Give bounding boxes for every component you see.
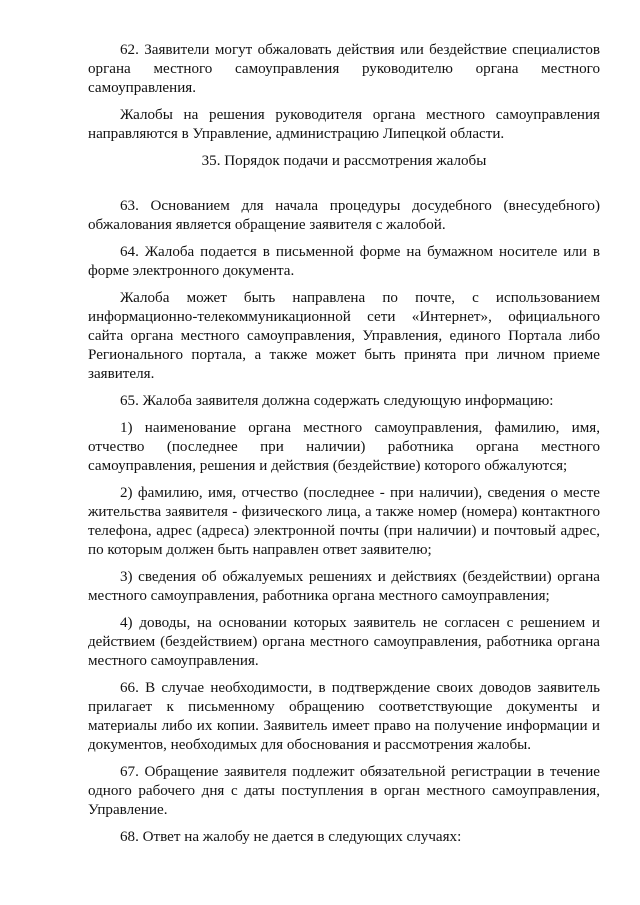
paragraph-62: 62. Заявители могут обжаловать действия или бездействие специалистов органа местного самоуправления руководителю органа местного самоуправления. — [88, 42, 600, 96]
paragraph-67: 67. Обращение заявителя подлежит обязательной регистрации в течение одного рабочего дня с даты поступления в орган местного самоуправления, Управление. — [88, 764, 600, 818]
paragraph-65-item-4: 4) доводы, на основании которых заявитель не согласен с решением и действием (бездействием) органа местного самоуправления, работника органа местного самоуправления. — [88, 615, 600, 669]
document-body — [88, 41, 600, 855]
paragraph-65-item-2: 2) фамилию, имя, отчество (последнее - при наличии), сведения о месте жительства заявителя - физического лица, а также номер (номера) контактного телефона, адрес (адреса) электронной почты (при наличии) и почтовый адрес, по которым должен быть направлен ответ заявителю; — [88, 485, 600, 558]
paragraph-62-complaints-to-department: Жалобы на решения руководителя органа местного самоуправления направляются в Управление, администрацию Липецкой области. — [88, 107, 600, 142]
paragraph-65-item-3: 3) сведения об обжалуемых решениях и действиях (бездействии) органа местного самоуправления, работника органа местного самоуправления; — [88, 569, 600, 604]
paragraph-65-item-1: 1) наименование органа местного самоуправления, фамилию, имя, отчество (последнее при наличии) работника органа местного самоуправления, решения и действия (бездействие) которого обжалуются; — [88, 420, 600, 474]
paragraph-65: 65. Жалоба заявителя должна содержать следующую информацию: — [120, 393, 554, 409]
section-heading-35: 35. Порядок подачи и рассмотрения жалобы — [201, 153, 487, 169]
paragraph-64-submission-channels: Жалоба может быть направлена по почте, с использованием информационно-телекоммуникационной сети «Интернет», официального сайта органа местного самоуправления, Управления, единого Портала либо Регионального портала, а также может быть принята при личном приеме заявителя. — [88, 290, 600, 382]
paragraph-68: 68. Ответ на жалобу не дается в следующих случаях: — [120, 829, 462, 845]
paragraph-63: 63. Основанием для начала процедуры досудебного (внесудебного) обжалования является обращение заявителя с жалобой. — [88, 198, 600, 233]
paragraph-66: 66. В случае необходимости, в подтверждение своих доводов заявитель прилагает к письменному обращению соответствующие документы и материалы либо их копии. Заявитель имеет право на получение информации и документов, необходимых для обоснования и рассмотрения жалобы. — [88, 680, 600, 753]
paragraph-64: 64. Жалоба подается в письменной форме на бумажном носителе или в форме электронного документа. — [88, 244, 600, 279]
